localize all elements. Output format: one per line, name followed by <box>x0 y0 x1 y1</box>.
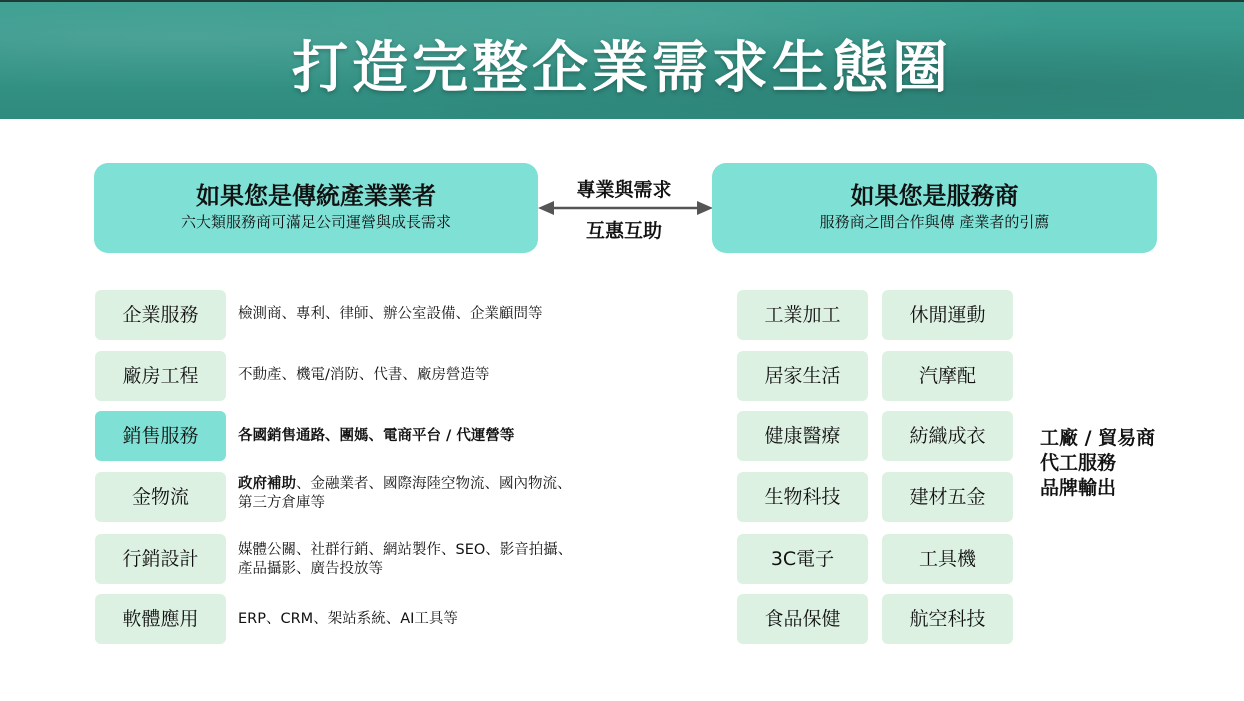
industry-tile: 工業加工 <box>737 290 868 340</box>
service-category-factory: 廠房工程 <box>95 351 226 401</box>
title-banner <box>0 0 1244 119</box>
service-desc-line2: 產品攝影、廣告投放等 <box>238 561 383 577</box>
industry-tile: 休閒運動 <box>882 290 1013 340</box>
double-arrow-icon <box>538 199 713 217</box>
service-desc-line1: 媒體公關、社群行銷、網站製作、SEO、影音拍攝、 <box>238 542 573 558</box>
industry-note <box>1040 426 1230 501</box>
service-desc-business: 檢測商、專利、律師、辦公室設備、企業顧問等 <box>238 306 543 322</box>
connector-bottom-label: 互惠互助 <box>585 220 662 242</box>
service-desc-finance-logistics <box>238 475 638 513</box>
traditional-industry-subtitle: 六大類服務商可滿足公司運營與成長需求 <box>180 213 451 231</box>
industry-tile: 食品保健 <box>737 594 868 644</box>
service-provider-title: 如果您是服務商 <box>850 182 1019 210</box>
page-title: 打造完整企業需求生態圈 <box>292 36 952 101</box>
service-desc-factory: 不動產、機電/消防、代書、廠房營造等 <box>238 367 490 383</box>
industry-tile: 航空科技 <box>882 594 1013 644</box>
industry-tile: 生物科技 <box>737 472 868 522</box>
industry-tile: 居家生活 <box>737 351 868 401</box>
service-desc-marketing <box>238 541 638 579</box>
connector-top-label: 專業與需求 <box>576 179 672 201</box>
service-category-sales: 銷售服務 <box>95 411 226 461</box>
service-desc-software: ERP、CRM、架站系統、AI工具等 <box>238 611 458 627</box>
industry-tile: 工具機 <box>882 534 1013 584</box>
service-desc-highlight: 政府補助 <box>238 476 296 492</box>
traditional-industry-box <box>94 163 538 253</box>
service-category-finance-logistics: 金物流 <box>95 472 226 522</box>
service-provider-box <box>712 163 1157 253</box>
industry-tile: 汽摩配 <box>882 351 1013 401</box>
service-provider-subtitle: 服務商之間合作與傳 產業者的引薦 <box>819 213 1050 231</box>
service-category-marketing: 行銷設計 <box>95 534 226 584</box>
industry-tile: 3C電子 <box>737 534 868 584</box>
service-desc-line2: 第三方倉庫等 <box>238 495 325 511</box>
service-category-business: 企業服務 <box>95 290 226 340</box>
industry-note-line2: 代工服務 <box>1040 452 1117 474</box>
traditional-industry-title: 如果您是傳統產業業者 <box>196 182 436 210</box>
industry-tile: 建材五金 <box>882 472 1013 522</box>
service-desc-sales: 各國銷售通路、團媽、電商平台 / 代運營等 <box>238 428 515 444</box>
industry-note-line3: 品牌輸出 <box>1040 477 1117 499</box>
service-desc-line1: 、金融業者、國際海陸空物流、國內物流、 <box>296 476 572 492</box>
service-category-software: 軟體應用 <box>95 594 226 644</box>
industry-tile: 健康醫療 <box>737 411 868 461</box>
industry-tile: 紡織成衣 <box>882 411 1013 461</box>
industry-note-line1: 工廠 / 貿易商 <box>1040 427 1156 449</box>
